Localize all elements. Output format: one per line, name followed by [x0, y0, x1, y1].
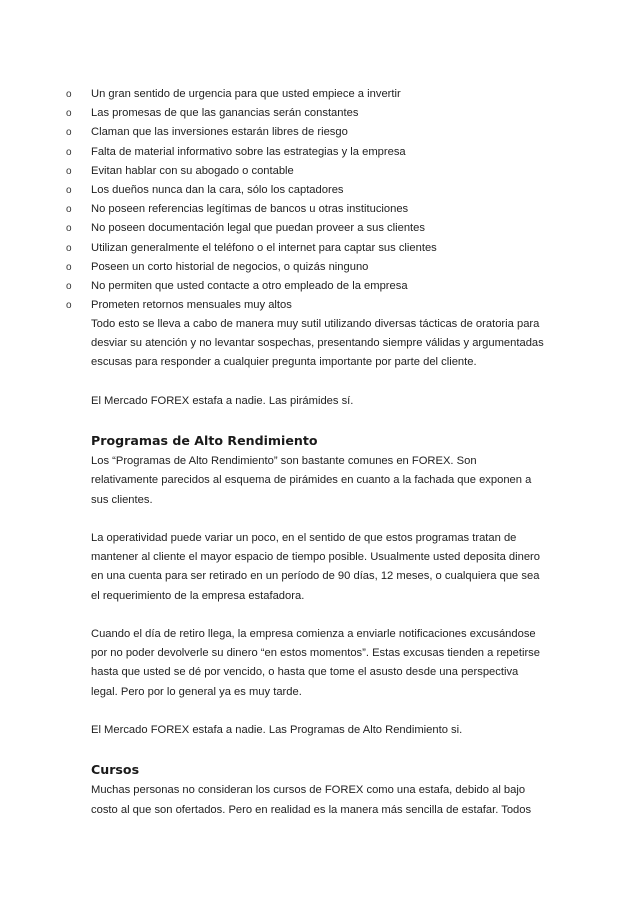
list-item-text: No poseen referencias legítimas de bancos u otras instituciones	[91, 203, 409, 216]
text-line: La operatividad puede variar un poco, en el sentido de que estos programas tratan de	[91, 531, 517, 544]
list-item	[0, 123, 638, 142]
text-line: por no poder devolverle su dinero “en estos momentos”. Estas excusas tienden a repetirse	[91, 647, 540, 660]
list-item	[0, 219, 638, 238]
list-item-text: Falta de material informativo sobre las estrategias y la empresa	[91, 145, 406, 158]
programs-withdrawal-paragraph	[91, 625, 561, 702]
forex-pyramids-statement: El Mercado FOREX estafa a nadie. Las pirámides sí.	[91, 394, 354, 407]
text-line: el requerimiento de la empresa estafadora.	[91, 589, 305, 602]
text-line: Cuando el día de retiro llega, la empresa comienza a enviarle notificaciones excusándose	[91, 627, 536, 640]
list-item-text: Utilizan generalmente el teléfono o el internet para captar sus clientes	[91, 241, 437, 254]
list-item	[0, 258, 638, 277]
bullet-marker: o	[66, 165, 72, 177]
bullet-marker: o	[66, 127, 72, 139]
list-item	[0, 143, 638, 162]
bullet-marker: o	[66, 261, 72, 273]
section-heading-programs: Programas de Alto Rendimiento	[91, 433, 318, 449]
text-line: Todo esto se lleva a cabo de manera muy sutil utilizando diversas tácticas de oratoria para	[91, 318, 540, 330]
paragraph-spacer	[91, 373, 561, 392]
document-body	[91, 315, 561, 820]
list-item-text: Claman que las inversiones estarán libres de riesgo	[91, 126, 348, 139]
text-line: hasta que usted se dé por vencido, o hasta que tome el asusto desde una perspectiva	[91, 666, 519, 679]
bullet-marker: o	[66, 204, 72, 216]
warning-signs-list	[0, 85, 638, 315]
list-item	[0, 277, 638, 296]
list-item	[0, 200, 638, 219]
bullet-marker: o	[66, 184, 72, 196]
paragraph-spacer	[91, 740, 561, 759]
bullet-marker: o	[66, 146, 72, 158]
text-line: Los “Programas de Alto Rendimiento” son bastante comunes en FOREX. Son	[91, 455, 477, 468]
list-item	[0, 296, 638, 315]
text-line: legal. Pero por lo general ya es muy tarde.	[91, 685, 302, 698]
list-item	[0, 85, 638, 104]
list-item	[0, 181, 638, 200]
paragraph-spacer	[91, 702, 561, 721]
paragraph-spacer	[91, 606, 561, 625]
text-line: escusas para responder a cualquier pregunta importante por parte del cliente.	[91, 356, 477, 369]
paragraph-spacer	[91, 411, 561, 430]
programs-operation-paragraph	[91, 529, 561, 606]
list-item	[0, 239, 638, 258]
list-item-text: Los dueños nunca dan la cara, sólo los captadores	[91, 183, 344, 196]
bullet-marker: o	[66, 223, 72, 235]
forex-programs-statement: El Mercado FOREX estafa a nadie. Las Programas de Alto Rendimiento si.	[91, 723, 463, 736]
list-item-text: Evitan hablar con su abogado o contable	[91, 164, 294, 177]
bullet-marker: o	[66, 280, 72, 292]
bullet-marker: o	[66, 300, 72, 312]
list-item	[0, 162, 638, 181]
summary-paragraph	[91, 315, 561, 373]
text-line: Muchas personas no consideran los cursos de FOREX como una estafa, debido al bajo	[91, 784, 526, 797]
text-line: sus clientes.	[91, 493, 153, 506]
list-item-text: Prometen retornos mensuales muy altos	[91, 299, 292, 312]
bullet-marker: o	[66, 108, 72, 120]
text-line: en una cuenta para ser retirado en un período de 90 días, 12 meses, o cualquiera que sea	[91, 570, 540, 583]
list-item-text: Un gran sentido de urgencia para que usted empiece a invertir	[91, 88, 401, 100]
list-item-text: Las promesas de que las ganancias serán constantes	[91, 107, 359, 120]
programs-intro-paragraph	[91, 452, 561, 510]
bullet-marker: o	[66, 89, 72, 100]
text-line: desviar su atención y no levantar sospechas, presentando siempre válidas y argumentadas	[91, 337, 544, 350]
list-item-text: No poseen documentación legal que puedan proveer a sus clientes	[91, 222, 425, 235]
list-item-text: Poseen un corto historial de negocios, o quizás ninguno	[91, 260, 369, 273]
text-line: costo al que son ofertados. Pero en realidad es la manera más sencilla de estafar. Todos	[91, 803, 532, 816]
list-item-text: No permiten que usted contacte a otro empleado de la empresa	[91, 279, 408, 292]
list-item	[0, 104, 638, 123]
section-heading-courses: Cursos	[91, 762, 140, 778]
text-line: relativamente parecidos al esquema de pirámides en cuanto a la fachada que exponen a	[91, 474, 532, 487]
bullet-marker: o	[66, 242, 72, 254]
courses-intro-paragraph	[91, 781, 561, 819]
paragraph-spacer	[91, 510, 561, 529]
text-line: mantener al cliente el mayor espacio de tiempo posible. Usualmente usted deposita dinero	[91, 551, 541, 564]
